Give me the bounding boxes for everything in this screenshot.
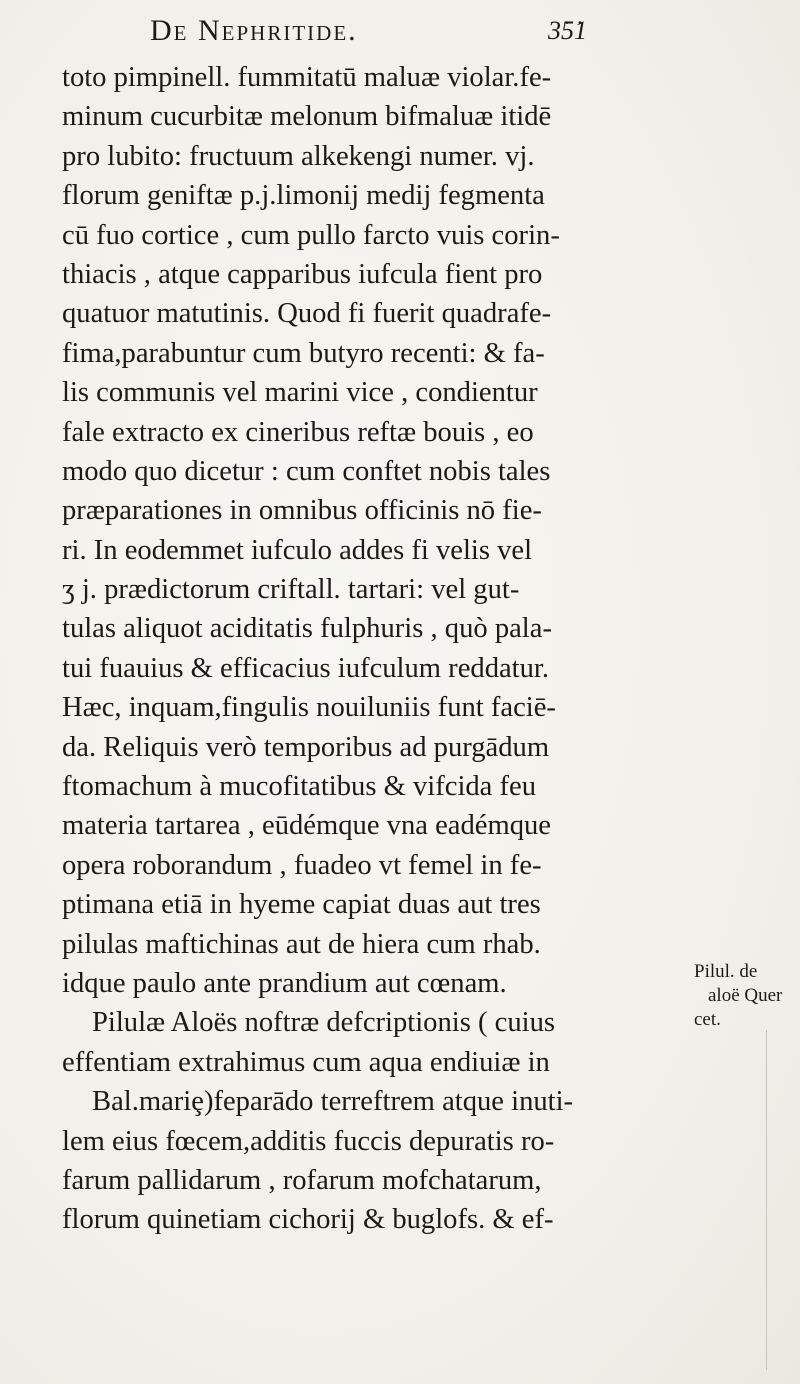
text-line: minum cucurbitæ melonum bifmaluæ itidē [62,101,552,133]
text-line: tui fuauius & efficacius iufculum reddatur. [62,652,550,684]
page-header [150,14,620,58]
margin-note-line: cet. [694,1009,721,1030]
text-line: pro lubito: fructuum alkekengi numer. vj. [62,140,535,172]
text-line: modo quo dicetur : cum conftet nobis tales [62,455,551,487]
page-edge-mark [766,1030,767,1370]
text-line: lis communis vel marini vice , condientur [62,377,538,409]
text-line: fale extracto ex cineribus reftæ bouis , eo [62,416,534,448]
text-line: ri. In eodemmet iufculo addes fi velis vel [62,534,533,566]
text-line: farum pallidarum , rofarum mofchatarum, [62,1164,542,1196]
text-line: præparationes in omnibus officinis nō fie- [62,495,542,527]
margin-note-line: aloë Quer [708,985,783,1006]
running-head: De Nephritide. [150,14,358,47]
text-line: fima,parabuntur cum butyro recenti: & fa- [62,337,545,369]
text-line: ʒ j. prædictorum criftall. tartari: vel gut- [62,574,520,606]
text-line: ptimana etiā in hyeme capiat duas aut tres [62,889,541,921]
text-line: cū fuo cortice , cum pullo farcto vuis corin- [62,219,560,251]
text-line: ftomachum à mucofitatibus & vifcida feu [62,771,537,803]
page-number: 3̇5̇1 [548,16,587,45]
text-line: idque paulo ante prandium aut cœnam. [62,967,507,999]
text-line: Hæc, inquam,fingulis nouiluniis funt faciē- [62,692,556,724]
text-line: thiacis , atque capparibus iufcula fient pro [62,258,543,290]
text-line: materia tartarea , eūdémque vna eadémque [62,810,551,842]
text-line: da. Reliquis verò temporibus ad purgādum [62,731,550,763]
text-line: lem eius fœcem,additis fuccis depuratis ro- [62,1125,555,1157]
text-line: florum geniftæ p.j.limonij medij fegmenta [62,180,545,212]
text-line: pilulas maftichinas aut de hiera cum rhab. [62,928,541,960]
text-line: tulas aliquot aciditatis fulphuris , quò pala- [62,613,552,645]
text-line: effentiam extrahimus cum aqua endiuiæ in [62,1046,550,1078]
margin-note [694,960,794,1032]
text-line: quatuor matutinis. Quod fi fuerit quadrafe- [62,298,552,330]
text-line: opera roborandum , fuadeo vt femel in fe- [62,849,542,881]
text-line: florum quinetiam cichorij & buglofs. & ef- [62,1204,554,1236]
body-text [62,58,652,1240]
margin-note-line: Pilul. de [694,961,758,982]
text-line: toto pimpinell. fummitatū maluæ violar.fe- [62,62,552,93]
text-line: Bal.mariȩ)feparādo terreftrem atque inuti- [92,1086,574,1118]
paragraph-start-line: Pilulæ Aloës noftræ defcriptionis ( cuius [92,1007,556,1039]
